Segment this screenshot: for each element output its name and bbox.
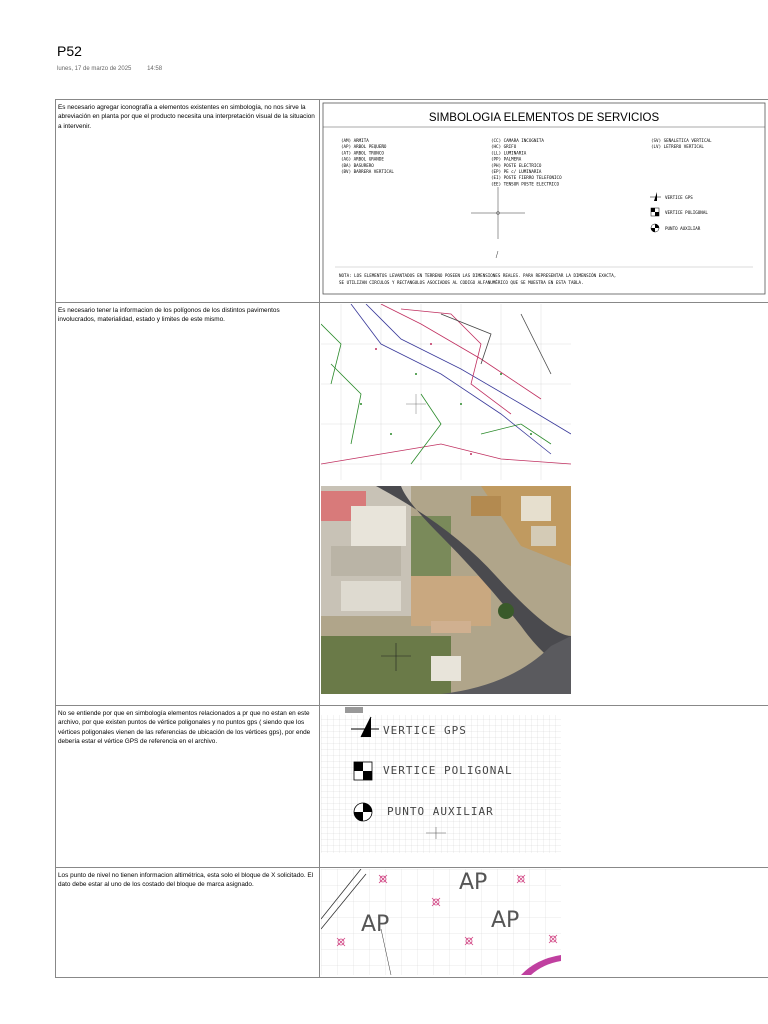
page-date: lunes, 17 de marzo de 2025 — [57, 66, 132, 72]
symbology-item: (AG) ARBOL GRANDE — [341, 156, 384, 162]
symbology-item: (AT) ARBOL TRONCO — [341, 150, 384, 156]
page-title: P52 — [57, 43, 82, 59]
table-row — [56, 868, 768, 978]
symbology-figure — [320, 100, 768, 303]
symbology-item: (BV) BARRERA VERTICAL — [341, 169, 394, 174]
symbology-item: (EI) POSTE FIERRO TELEFONICO — [491, 175, 562, 181]
symbology-item: (PP) PALMERA — [491, 156, 522, 162]
label-vertice-poligonal: VERTICE POLIGONAL — [383, 764, 513, 777]
symbology-item: (HC) GRIFO — [491, 144, 517, 150]
symbology-item: (LV) LETRERO VERTICAL — [651, 144, 704, 150]
punto-auxiliar-icon — [651, 224, 659, 232]
symbology-note-line2: SE UTILIZAN CIRCULOS Y RECTANGULOS ASOCIADOS AL CODIGO ALFANUMÉRICO QUE SE MUESTRA EN ESTA TABLA. — [339, 280, 584, 285]
page-time: 14:58 — [147, 66, 163, 72]
page-timestamp — [57, 66, 176, 72]
symbology-title: SIMBOLOGIA ELEMENTOS DE SERVICIOS — [428, 112, 660, 124]
symbology-item: (AP) ARBOL PEQUEÑO — [341, 144, 387, 150]
symbology-item: (EP) PE c/ LUMINARIA — [491, 169, 542, 174]
symbology-item: (EE) TENSOR POSTE ELECTRICO — [491, 181, 560, 187]
symbology-item: (AM) ARMITA — [341, 138, 369, 143]
label-punto-auxiliar: PUNTO AUXILIAR — [387, 805, 494, 818]
note-text: Los punto de nivel no tienen informacion altimétrica, esta solo el bloque de X solicitado. El dato debe estar al uno de los costado del bloque de marca asignado. — [56, 868, 320, 978]
symbology-item: (BA) BASURERO — [341, 162, 374, 168]
vertice-poligonal-icon — [354, 762, 372, 780]
level-points-figure — [321, 869, 561, 975]
table-row — [56, 100, 768, 303]
label-ap: AP — [361, 912, 390, 937]
aerial-photo-image — [321, 486, 571, 694]
note-text: Es necesario tener la informacion de los polígonos de los distintos pavimentos involucrados, materialidad, estado y limites de este mismo. — [56, 303, 320, 706]
punto-auxiliar-icon — [354, 803, 372, 821]
symbology-item: (PH) POSTE ELECTRICO — [491, 162, 542, 168]
symbology-note-line1: NOTA: LOS ELEMENTOS LEVANTADOS EN TERRENO POSEEN LAS DIMENSIONES REALES. PARA REPRESENTAR LA DIMENSIÓN EXACTA, — [339, 273, 617, 278]
label-ap: AP — [459, 870, 488, 895]
table-row — [56, 706, 768, 868]
note-text: No se entiende por que en simbología elementos relacionados a pr que no estan en este archivo, por que existen puntos de vértice poligonales y no puntos gps ( siendo que los vértices poligonales vienen de las referencias de ubicación de los vértices gps), por ende debería estar el vértice GPS de referencia en el archivo. — [56, 706, 320, 868]
label-vertice-gps: VERTICE GPS — [383, 724, 467, 737]
note-text: Es necesario agregar iconografía a elementos existentes en simbología, no nos sirve la abreviación en planta por que el producto necesita una interpretación visual de la situacion a intervenir. — [56, 100, 320, 303]
vertex-legend-figure — [321, 707, 561, 853]
legend-vertice-poligonal: VERTICE POLIGONAL — [665, 210, 708, 215]
symbology-item: (SV) SEÑALETICA VERTICAL — [651, 138, 712, 143]
legend-vertice-gps: VERTICE GPS — [665, 195, 693, 200]
symbology-item: (CC) CAMARA INCOGNITA — [491, 138, 544, 143]
survey-plan-image — [321, 304, 571, 480]
vertice-poligonal-icon — [651, 208, 659, 216]
notes-table — [55, 99, 768, 978]
symbology-item: (LL) LUMINARIA — [491, 150, 527, 156]
legend-punto-auxiliar: PUNTO AUXILIAR — [665, 226, 701, 231]
label-ap: AP — [491, 908, 520, 933]
table-row — [56, 303, 768, 706]
